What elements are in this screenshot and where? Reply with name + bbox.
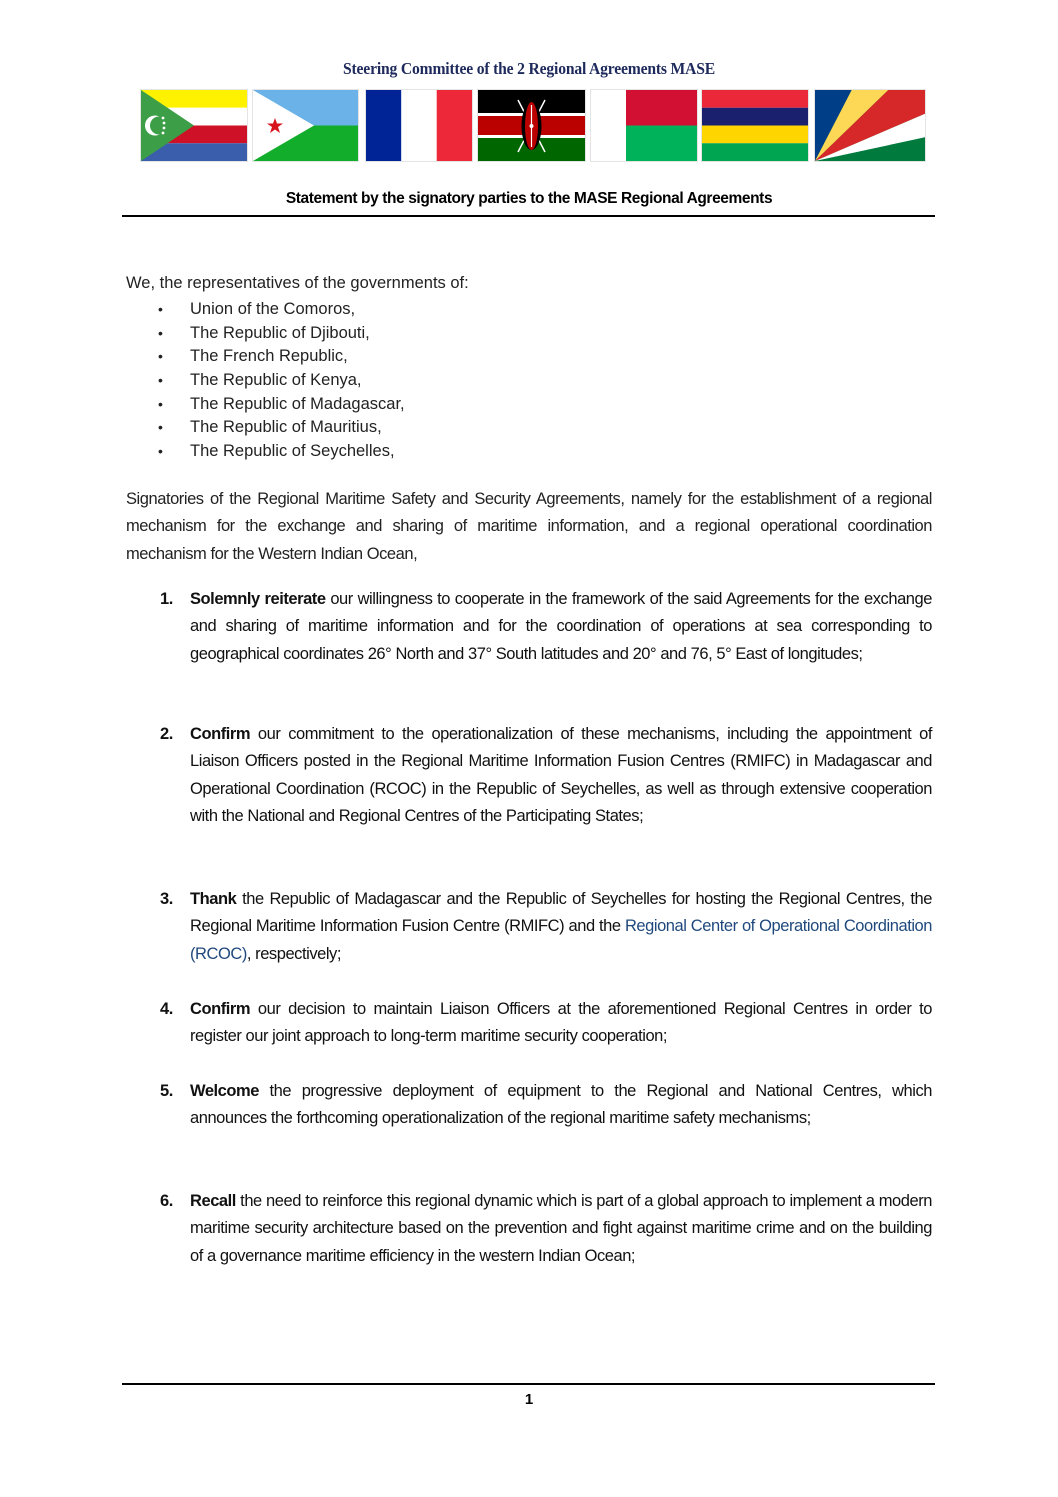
- footer-divider: [122, 1383, 935, 1385]
- item-lead: Recall: [190, 1192, 236, 1210]
- seychelles-flag-icon: [815, 90, 925, 161]
- list-item: • The Republic of Seychelles,: [126, 440, 405, 464]
- madagascar-flag-icon: [591, 90, 697, 161]
- item-text: our decision to maintain Liaison Officers at the aforementioned Regional Centres in order to register our joint approach to long-term maritime security cooperation;: [190, 1000, 932, 1046]
- item-text: our commitment to the operationalization of these mechanisms, including the appointment of Liaison Officers posted in the Regional Maritime Information Fusion Centres (RMIFC) in Madagascar and Operational Coordination (RCOC) in the Republic of Seychelles, as well as through extensive cooperation with the National and Regional Centres of the Participating States;: [190, 725, 932, 825]
- comoros-flag-icon: [141, 90, 247, 161]
- rcoc-link[interactable]: Regional Center of Operational Coordination (RCOC): [190, 917, 932, 963]
- bullet-icon: •: [158, 443, 163, 460]
- statement-item-3: [160, 886, 932, 968]
- item-number: 1.: [160, 590, 173, 608]
- governments-list: [126, 298, 405, 464]
- page-number: 1: [524, 1391, 534, 1408]
- intro-text: We, the representatives of the governments of:: [126, 274, 469, 292]
- djibouti-flag-icon: [253, 90, 358, 161]
- kenya-flag-icon: [478, 90, 585, 161]
- title-divider: [122, 215, 935, 217]
- list-item: • The French Republic,: [126, 345, 405, 369]
- signatories-paragraph: Signatories of the Regional Maritime Safety and Security Agreements, namely for the establishment of a regional mechanism for the exchange and sharing of maritime information, and a regional operational coordination mechanism for the Western Indian Ocean,: [126, 490, 932, 563]
- header-title: Steering Committee of the 2 Regional Agreements MASE: [343, 59, 715, 78]
- mauritius-flag-icon: [702, 90, 808, 161]
- item-lead: Welcome: [190, 1082, 259, 1100]
- item-text-after: , respectively;: [246, 944, 341, 963]
- statement-item-2: [160, 721, 932, 830]
- bullet-icon: •: [158, 301, 163, 317]
- bullet-icon: •: [158, 348, 163, 365]
- item-text: our willingness to cooperate in the framework of the said Agreements for the exchange and sharing of maritime information and for the coordination of operations at sea corresponding to geographical coordinates 26° North and 37° South latitudes and 20° and 76, 5° East of longitudes;: [190, 590, 932, 663]
- statement-item-5: [160, 1078, 932, 1133]
- item-lead: Thank: [190, 890, 237, 908]
- item-text: the progressive deployment of equipment to the Regional and National Centres, which announces the forthcoming operationalization of the regional maritime safety mechanisms;: [190, 1082, 932, 1128]
- list-item: • The Republic of Madagascar,: [126, 393, 405, 417]
- item-lead: Confirm: [190, 725, 251, 743]
- statement-item-4: [160, 996, 932, 1051]
- item-text: the need to reinforce this regional dynamic which is part of a global approach to implement a modern maritime security architecture based on the prevention and fight against maritime crime and on the building of a governance maritime efficiency in the western Indian Ocean;: [190, 1192, 932, 1265]
- bullet-icon: •: [158, 419, 163, 436]
- item-number: 6.: [160, 1192, 173, 1210]
- list-item: • The Republic of Mauritius,: [126, 416, 405, 440]
- list-item: • The Republic of Kenya,: [126, 369, 405, 393]
- item-number: 2.: [160, 725, 173, 743]
- statement-item-6: [160, 1188, 932, 1270]
- item-number: 5.: [160, 1082, 173, 1100]
- bullet-icon: •: [158, 324, 163, 341]
- item-number: 3.: [160, 890, 173, 908]
- bullet-icon: •: [158, 372, 163, 389]
- list-item: • Union of the Comoros,: [126, 298, 405, 322]
- item-number: 4.: [160, 1000, 173, 1018]
- list-item: • The Republic of Djibouti,: [126, 322, 405, 346]
- bullet-icon: •: [158, 395, 163, 412]
- item-lead: Confirm: [190, 1000, 251, 1018]
- document-title: Statement by the signatory parties to the MASE Regional Agreements: [285, 190, 773, 207]
- statement-item-1: [160, 586, 932, 668]
- item-lead: Solemnly reiterate: [190, 590, 326, 608]
- france-flag-icon: [366, 90, 472, 161]
- item-text: the Republic of Madagascar and the Republic of Seychelles for hosting the Regional Centres, the Regional Maritime Information Fusion Centre (RMIFC) and the: [190, 890, 932, 936]
